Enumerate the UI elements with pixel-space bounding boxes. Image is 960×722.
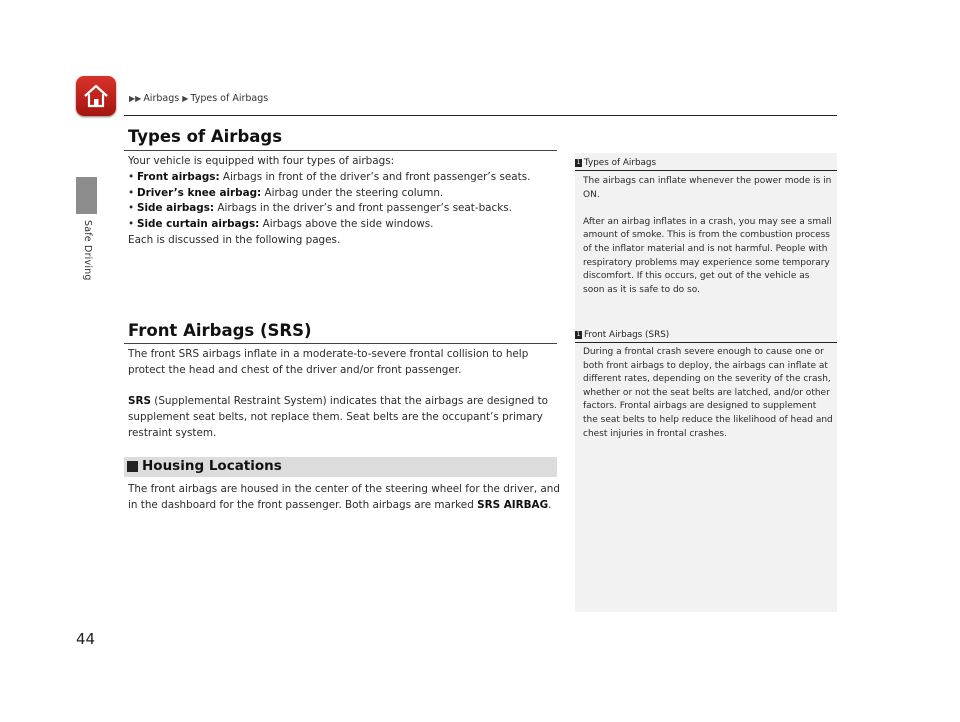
list-item: • Side curtain airbags: Airbags above the side windows. [128, 217, 558, 233]
front-para-3: The front airbags are housed in the center of the steering wheel for the driver, and in the dashboard for the front passenger. Both airbags are marked SRS AIRBAG. [128, 483, 560, 511]
note-title: 1 Types of Airbags [576, 158, 657, 168]
breadcrumb-current[interactable]: Types of Airbags [190, 93, 269, 104]
note-body: During a frontal crash severe enough to cause one or both front airbags to deploy, the airbags can inflate at different rates, depending on the severity of the crash, whether or not the seat belts are latched, and/or other factors. Frontal airbags are designed to supplement the seat belts to help reduce the likelihood of head and chest injuries in frontal crashes. [583, 347, 833, 439]
front-para-2: SRS (Supplemental Restraint System) indicates that the airbags are designed to supplement seat belts, not replace them. Seat belts are the occupant’s primary restraint system. [128, 395, 549, 439]
section-title-rule [124, 150, 557, 151]
breadcrumb [129, 93, 268, 104]
square-icon [127, 461, 138, 472]
home-icon [82, 82, 110, 110]
note-body: The airbags can inflate whenever the power mode is in ON. After an airbag inflates in a crash, you may see a small amount of smoke. This is from the combustion process of the inflator material and is not harmful. People with respiratory problems may experience some temporary discomfort. If this occurs, get out of the vehicle as soon as it is safe to do so. [583, 176, 832, 295]
subheading-title: Housing Locations [142, 458, 282, 474]
note-rule [575, 170, 837, 171]
triangle-right-icon: ▶▶ [129, 94, 142, 103]
front-para-1: The front SRS airbags inflate in a moderate-to-severe frontal collision to help protect the head and chest of the driver and/or front passenger. [128, 348, 529, 376]
list-item: • Side airbags: Airbags in the driver’s and front passenger’s seat-backs. [128, 201, 558, 217]
section-title: Types of Airbags [128, 127, 283, 146]
triangle-right-icon: ▶ [182, 94, 189, 103]
subheading-bar [124, 457, 557, 477]
types-body [128, 154, 558, 249]
note-marker-icon: 1 [576, 331, 581, 338]
section-title: Front Airbags (SRS) [128, 321, 312, 340]
note-rule [575, 342, 837, 343]
types-outro: Each is discussed in the following pages. [128, 233, 341, 246]
home-button[interactable] [76, 76, 116, 116]
section-tab-marker [76, 177, 97, 214]
note-title: 1 Front Airbags (SRS) [576, 330, 670, 340]
section-title-rule [124, 343, 557, 344]
list-item: • Front airbags: Airbags in front of the driver’s and front passenger’s seats. [128, 170, 558, 186]
header-divider [124, 115, 837, 116]
list-item: • Driver’s knee airbag: Airbag under the steering column. [128, 186, 558, 202]
breadcrumb-link-airbags[interactable]: Airbags [143, 93, 180, 104]
types-intro: Your vehicle is equipped with four types of airbags: [128, 155, 395, 167]
page-number: 44 [76, 630, 96, 648]
note-marker-icon: 1 [576, 159, 581, 166]
section-label: Safe Driving [82, 220, 93, 281]
